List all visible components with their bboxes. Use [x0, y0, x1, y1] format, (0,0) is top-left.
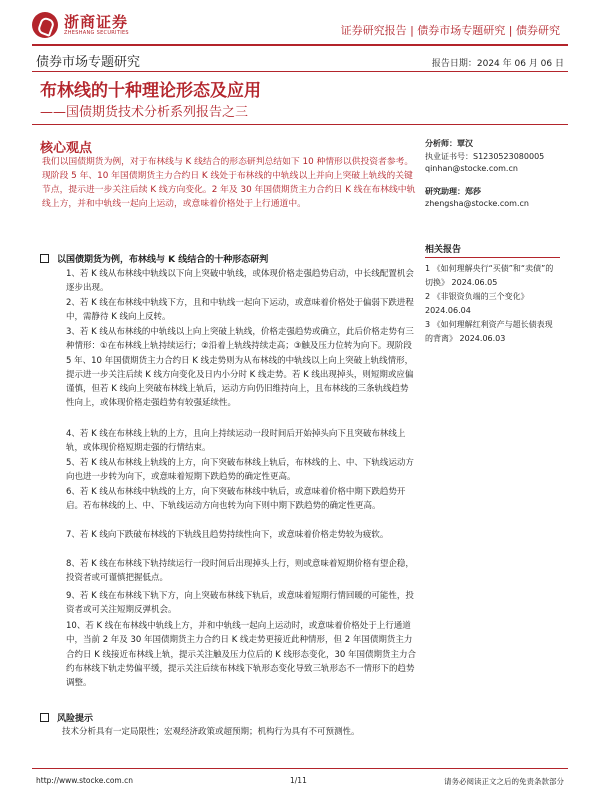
analyst-name: 覃汉 [457, 139, 473, 148]
list-item: 3、若 K 线从布林线的中轨线以上向上突破上轨线，价格走强趋势或确立，此后价格走势有三种情形：①在布林线上轨持续运行；②沿着上轨线持续走高；③触及压力位转为向下。现阶段 5 年、10 年国债期货主力合约日 K 线走势则为从布林线的中轨线以上向上突破上轨线情形，提示进一步关注后续 K 线方向变化及日内小分时 K 线走势。若 K 线出现掉头，则短期或应偏谨慎，但若 K 线向上突破布林线上轨后，运动方向仍旧维持向上，且布林线的三条轨线趋势性向上，或体现价格走强趋势有较强延续性。 [66, 327, 414, 409]
assistant-name: 郑莎 [465, 186, 481, 196]
assistant-email[interactable]: zhengsha@stocke.com.cn [425, 199, 529, 208]
report-title: 布林线的十种理论形态及应用 [40, 81, 261, 101]
list-item: 1、若 K 线从布林线中轨线以下向上突破中轨线，或体现价格走强趋势启动，中长线配置机会逐步出现。 [66, 269, 414, 294]
analyst-label: 分析师： [425, 139, 457, 148]
list-item: 2、若 K 线在布林线中轨线下方，且和中轨线一起向下运动，或意味着价格处于偏弱下跌进程中，需静待 K 线向上反转。 [66, 298, 414, 323]
page-number: 1/11 [290, 776, 307, 785]
list-item: 9、若 K 线在布林线下轨下方，向上突破布林线下轨后，或意味着短期行情回暖的可能性，投资者或可关注短期反弹机会。 [66, 591, 414, 616]
list-item: 10、若 K 线在布林线中轨线上方，并和中轨线一起向上运动时，或意味着价格处于上行通道中，当前 2 年及 30 年国债期货主力合约日 K 线走势更接近此种情形，但 2 年国债期货主力合约日 K 线接近布林线上轨，提示关注触及压力位后的 K 线形态变化，30 年国债期货主力合约布林线下轨走势偏平缓，提示关注后续布林线下轨形态变化导致三轨形态不一情形下的趋势调整。 [66, 621, 416, 689]
report-subtitle: ——国债期货技术分析系列报告之三 [40, 105, 249, 120]
logo-name: 浙商证券 [64, 13, 129, 31]
list-item: 5、若 K 线从布林线上轨线的上方，向下突破布林线上轨后，布林线的上、中、下轨线运动方向也进一步转为向下，或意味着短期下跌趋势的确定性更高。 [66, 458, 414, 483]
analyst-block [425, 138, 560, 211]
section-heading-patterns [40, 252, 268, 265]
risk-text: 技术分析具有一定局限性；宏观经济政策或超预期；机构行为具有不可预测性。 [62, 727, 360, 737]
report-type-nav: 证券研究报告 | 债券市场专题研究 | 债券研究 [340, 24, 560, 37]
related-rule [425, 257, 560, 258]
report-date: 报告日期：2024 年 06 月 06 日 [431, 59, 564, 69]
subtitle-rule [32, 124, 568, 125]
assistant-label: 研究助理： [425, 186, 465, 196]
title-rule [32, 71, 568, 72]
related-report-item[interactable]: 1 《如何理解央行“买债”和“卖债”的切换》 2024.06.05 [425, 264, 554, 287]
related-report-item[interactable]: 3 《如何理解红利资产与超长债表现的背离》 2024.06.03 [425, 320, 553, 343]
section-heading-text: 以国债期货为例，布林线与 K 线结合的十种形态研判 [57, 255, 269, 265]
list-item: 8、若 K 线在布林线下轨持续运行一段时间后出现掉头上行，则或意味着短期价格有望企稳，投资者或可谨慎把握低点。 [66, 559, 414, 584]
footer-disclaimer: 请务必阅读正文之后的免责条款部分 [444, 777, 564, 786]
analyst-cert: 执业证书号：S1230523080005 [425, 151, 545, 161]
footer-rule [32, 768, 568, 769]
checkbox-square-icon [40, 713, 49, 722]
footer-url[interactable]: http://www.stocke.com.cn [36, 776, 133, 785]
report-category: 债券市场专题研究 [36, 55, 141, 70]
section-heading-text: 风险提示 [57, 714, 94, 724]
logo-icon [32, 12, 58, 38]
core-viewpoint-text: 我们以国债期货为例，对于布林线与 K 线结合的形态研判总结如下 10 种情形以供投资者参考。现阶段 5 年、10 年国债期货主力合约日 K 线处于布林线的中轨线以上并向上突破上轨线的关键节点，提示进一步关注后续 K 线方向变化。2 年及 30 年国债期货主力合约日 K 线在布林线中轨线上方，并和中轨线一起向上运动，或意味着价格处于上行通道中。 [42, 157, 416, 209]
analyst-email[interactable]: qinhan@stocke.com.cn [425, 164, 518, 173]
brand-logo [32, 12, 129, 38]
core-viewpoint-heading: 核心观点 [40, 141, 93, 156]
list-item: 4、若 K 线在布林线上轨的上方，且向上持续运动一段时间后开始掉头向下且突破布林线上轨，或体现价格短期走强的行情结束。 [66, 429, 406, 454]
header-rule [32, 44, 568, 46]
list-item: 6、若 K 线从布林线中轨线的上方，向下突破布林线中轨后，或意味着价格中期下跌趋势开启。若布林线的上、中、下轨线运动方向也转为向下则中期下跌趋势的确定性更高。 [66, 487, 406, 512]
logo-english: ZHESHANG SECURITIES [64, 30, 129, 36]
checkbox-square-icon [40, 254, 49, 263]
list-item: 7、若 K 线向下跌破布林线的下轨线且趋势持续性向下，或意味着价格走势较为疲软。 [66, 530, 389, 540]
section-heading-risk [40, 711, 93, 724]
related-report-item[interactable]: 2 《非银资负端的三个变化》 2024.06.04 [425, 292, 529, 315]
related-reports-heading: 相关报告 [425, 245, 462, 255]
